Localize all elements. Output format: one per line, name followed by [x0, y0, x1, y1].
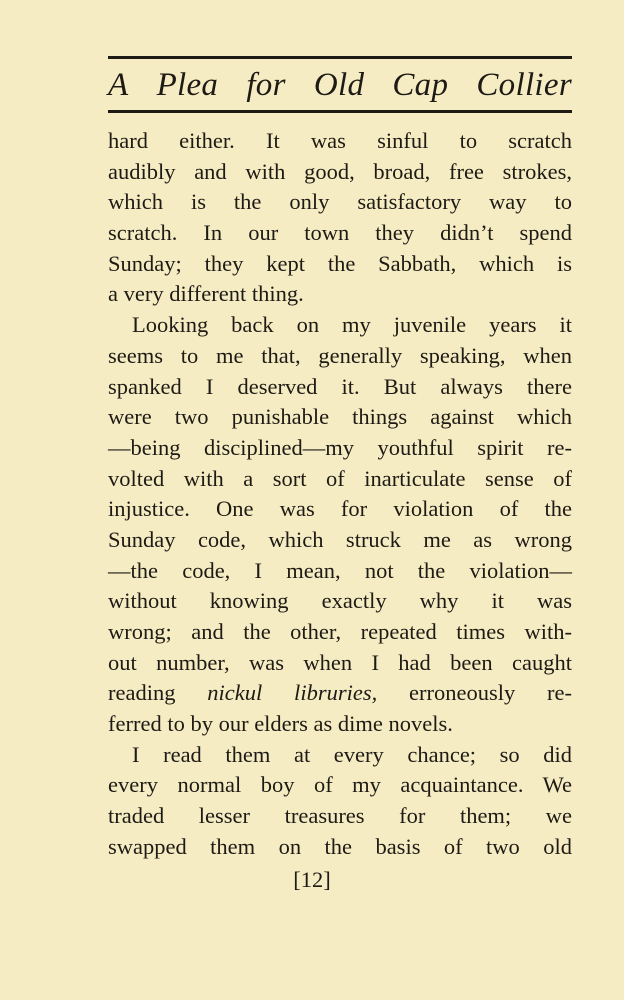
- text-line: traded lesser treasures for them; we: [108, 803, 572, 829]
- text-line: hard either. It was sinful to scratch: [108, 128, 572, 153]
- text-line: a very different thing.: [108, 281, 304, 307]
- text-line: volted with a sort of inarticulate sense of: [108, 465, 572, 491]
- running-title: [108, 62, 572, 108]
- text-line: injustice. One was for violation of the: [108, 496, 572, 522]
- text-line: Looking back on my juvenile years it: [132, 312, 572, 338]
- text-line: Sunday; they kept the Sabbath, which is: [108, 250, 572, 276]
- text-line: seems to me that, generally speaking, when: [108, 342, 572, 368]
- running-title-word: A: [108, 67, 129, 103]
- text-line: I read them at every chance; so did: [132, 741, 572, 767]
- running-title-word: Collier: [476, 67, 572, 103]
- page-number: [12]: [293, 867, 331, 892]
- text-line: Sunday code, which struck me as wrong: [108, 526, 572, 552]
- italic-phrase: nickul libruries,: [207, 680, 378, 706]
- text-line: swapped them on the basis of two old: [108, 833, 572, 859]
- header-rule-top: [108, 56, 572, 59]
- text-line: audibly and with good, broad, free strokes,: [108, 158, 572, 184]
- text-line: were two punishable things against which: [108, 404, 572, 430]
- text-line: spanked I deserved it. But always there: [108, 373, 572, 399]
- text-line: ferred to by our elders as dime novels.: [108, 711, 453, 737]
- running-title-word: Cap: [392, 67, 449, 103]
- running-title-word: Plea: [156, 67, 219, 103]
- header-rule-bottom: [108, 110, 572, 113]
- text-line: which is the only satisfactory way to: [108, 189, 572, 215]
- running-title-word: for: [246, 67, 286, 103]
- body-text: [108, 126, 572, 863]
- text-line: without knowing exactly why it was: [108, 588, 572, 614]
- text-line: —being disciplined—my youthful spirit re-: [108, 434, 572, 460]
- reading-text-after: erroneously re-: [377, 680, 573, 706]
- reading-text-before: reading: [108, 680, 208, 706]
- running-title-word: Old: [313, 67, 365, 103]
- text-line: scratch. In our town they didn’t spend: [108, 220, 572, 246]
- text-line: —the code, I mean, not the violation—: [108, 557, 572, 583]
- text-line-with-italic: [108, 678, 572, 709]
- text-line: every normal boy of my acquaintance. We: [108, 772, 572, 798]
- text-line: wrong; and the other, repeated times with-: [108, 619, 572, 644]
- text-line: out number, was when I had been caught: [108, 649, 572, 675]
